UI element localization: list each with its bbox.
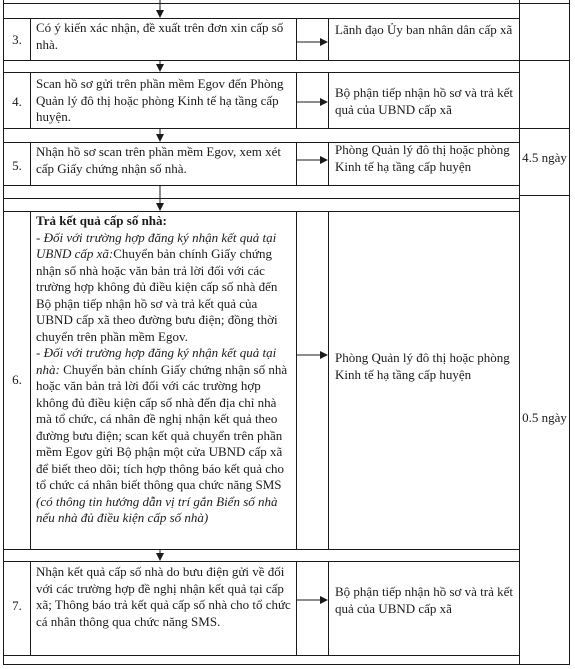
case-note: (có thông tin hướng dẫn vị trí gắn Biển số nhà nếu nhà đủ điều kiện cấp số nhà) [36,493,278,525]
step-time: 0.5 ngày [522,410,567,425]
step-number: 6. [12,372,22,387]
step-action: Nhận hồ sơ scan trên phần mềm Egov, xem xét cấp Giấy chứng nhận số nhà. [36,144,282,176]
step-time: 4.5 ngày [522,150,567,165]
step-number: 5. [12,158,22,173]
step-number: 7. [12,598,22,613]
case-label: - Đối với trường hợp đăng ký nhận kết quả tại nhà: [36,345,277,377]
step-action: Có ý kiến xác nhận, đề xuất trên đơn xin cấp số nhà. [36,20,284,52]
case-label: - Đối với trường hợp đăng ký nhận kết quả tại UBND cấp xã: [36,229,277,261]
step-responsible: Bộ phận tiếp nhận hồ sơ và trả kết quả của UBND cấp xã [335,584,514,616]
step-action: Scan hồ sơ gửi trên phần mềm Egov đến Phòng Quản lý đô thị hoặc phòng Kinh tế hạ tầng cấp huyện. [36,76,284,124]
step-responsible: Phòng Quản lý đô thị hoặc phòng Kinh tế hạ tầng cấp huyện [335,142,510,174]
step-responsible: Lãnh đạo Ủy ban nhân dân cấp xã [335,22,513,37]
step-responsible: Phòng Quản lý đô thị hoặc phòng Kinh tế hạ tầng cấp huyện [335,350,510,382]
step-action: Nhận kết quả cấp số nhà do bưu điện gửi về đối với các trường hợp đề nghị nhận kết quả tại cấp xã; Thông báo trả kết quả cấp số nhà cho tổ chức cá nhân thông qua chức năng SMS. [36,564,291,629]
case-text: Chuyển bản chính Giấy chứng nhận số nhà hoặc văn bản trả lời đối với các trường hợp không đủ điều kiện cấp số nhà đến Bộ phận tiếp nhận hồ sơ và trả kết quả của UBND cấp xã theo đường bưu điện; đồng thời chuyển trên phần mềm Egov. [36,246,278,344]
step-title: Trả kết quả cấp số nhà: [36,213,167,228]
step-responsible: Bộ phận tiếp nhận hồ sơ và trả kết quả của UBND cấp xã [335,85,514,117]
step-number: 3. [12,32,22,47]
step-action [36,213,294,527]
step-number: 4. [12,94,22,109]
case-text: Chuyển bản chính Giấy chứng nhận số nhà hoặc văn bản trả lời đối với các trường hợp không đủ điều kiện cấp số nhà đến địa chỉ nhà mà tổ chức, cá nhân đề nghị nhận kết quả theo đường bưu điện; scan kết quả chuyển trên phần mềm Egov gửi Bộ phận một cửa UBND cấp xã để biết theo dõi; tích hợp thông báo kết quả cho tổ chức cá nhân biết thông qua chức năng SMS [36,361,288,492]
